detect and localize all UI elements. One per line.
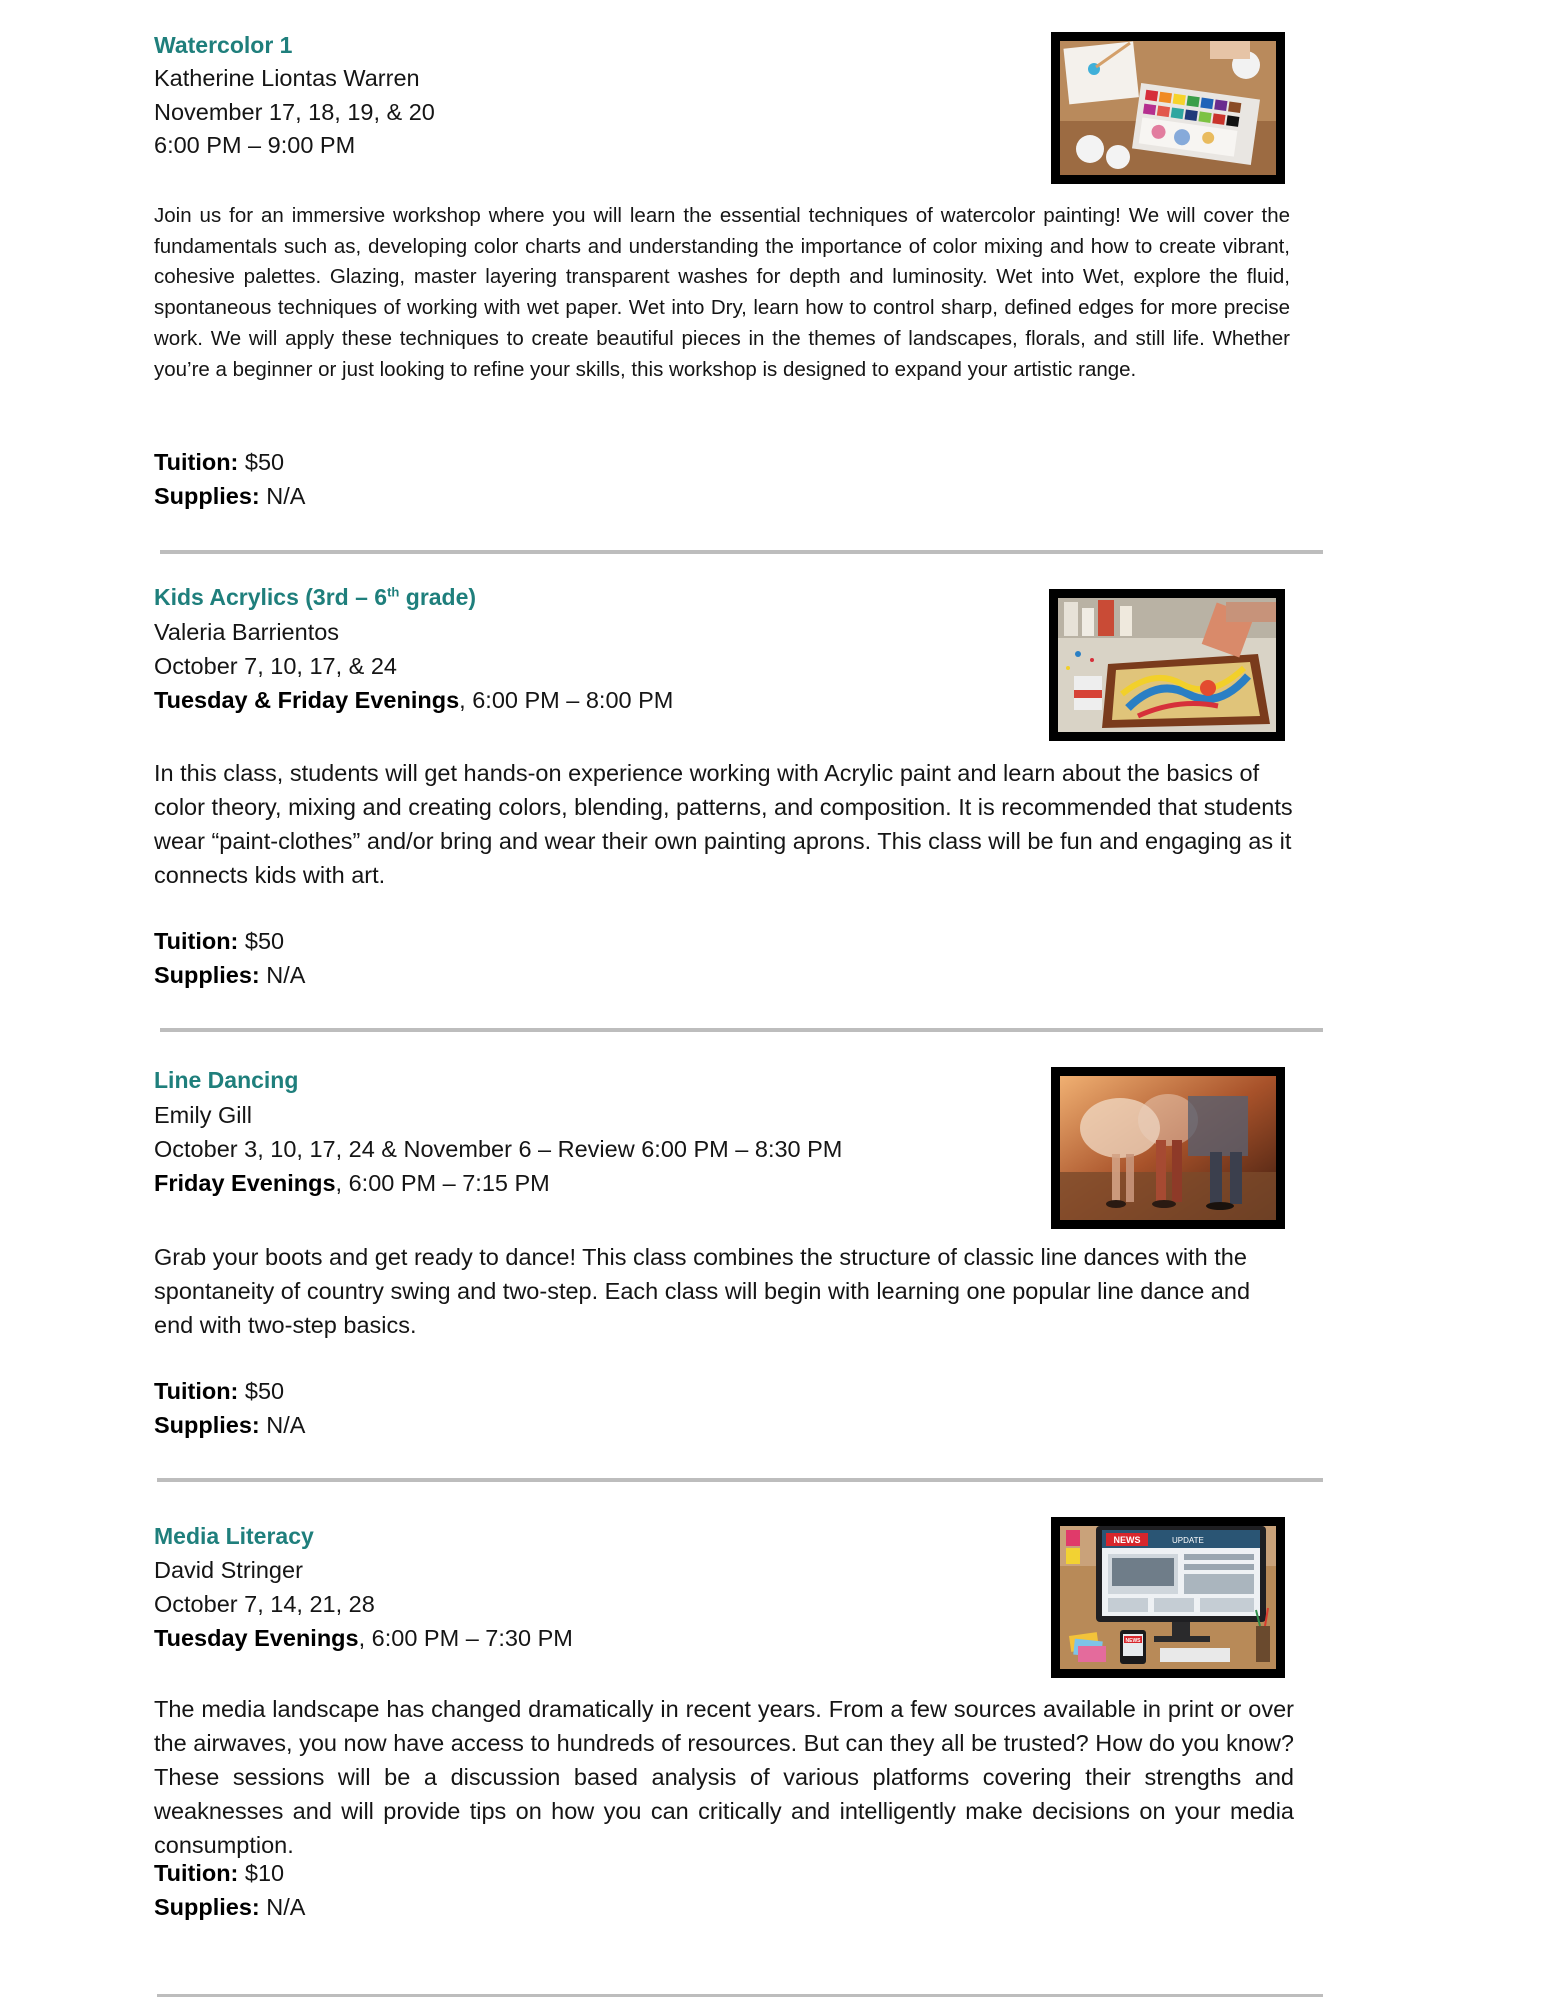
tuition-value: $50 — [244, 928, 285, 954]
tuition-label: Tuition: — [154, 449, 239, 475]
supplies-line — [154, 1412, 305, 1439]
supplies-line — [154, 962, 305, 989]
supplies-value: N/A — [266, 483, 306, 509]
supplies-value: N/A — [266, 1412, 306, 1438]
schedule-days: Friday Evenings — [154, 1170, 336, 1196]
update-banner-text: UPDATE — [1172, 1536, 1204, 1545]
instructor-name: David Stringer — [154, 1557, 303, 1583]
course-dates: October 7, 14, 21, 28 — [154, 1591, 375, 1617]
course-schedule — [154, 1170, 550, 1197]
instructor-name: Katherine Liontas Warren — [154, 65, 420, 91]
tuition-value: $50 — [244, 1378, 285, 1404]
supplies-value: N/A — [266, 1894, 306, 1920]
supplies-value: N/A — [266, 962, 306, 988]
schedule-days: Tuesday & Friday Evenings — [154, 687, 460, 713]
tuition-line — [154, 449, 284, 476]
course-schedule — [154, 687, 673, 714]
phone-news-text: NEWS — [1125, 1638, 1141, 1644]
supplies-label: Supplies: — [154, 1412, 260, 1438]
news-monitor-image — [1060, 1526, 1276, 1669]
watercolor-palette-image — [1060, 41, 1276, 175]
course-dates: October 3, 10, 17, 24 & November 6 – Review 6:00 PM – 8:30 PM — [154, 1136, 843, 1162]
section-divider — [160, 1028, 1323, 1032]
course-dates: November 17, 18, 19, & 20 — [154, 99, 435, 125]
course-title: Watercolor 1 — [154, 32, 293, 58]
section-divider — [157, 1478, 1323, 1482]
course-time: 6:00 PM – 9:00 PM — [154, 132, 356, 158]
tuition-line — [154, 1378, 284, 1405]
course-title-superscript: th — [387, 584, 400, 600]
tuition-value: $10 — [244, 1860, 285, 1886]
course-title: Line Dancing — [154, 1067, 299, 1093]
schedule-days: Tuesday Evenings — [154, 1625, 359, 1651]
tuition-label: Tuition: — [154, 1860, 239, 1886]
schedule-time: , 6:00 PM – 7:30 PM — [358, 1625, 573, 1651]
tuition-label: Tuition: — [154, 928, 239, 954]
course-dates: October 7, 10, 17, & 24 — [154, 653, 397, 679]
course-title — [154, 584, 476, 611]
supplies-line — [154, 483, 305, 510]
acrylic-pour-image — [1058, 598, 1276, 732]
course-schedule — [154, 1625, 573, 1652]
course-title-main: Kids Acrylics (3rd – 6 — [154, 584, 388, 610]
section-divider — [157, 1994, 1323, 1997]
tuition-value: $50 — [244, 449, 285, 475]
course-description: Grab your boots and get ready to dance! This class combines the structure of classic line dances with the spontaneity of country swing and two-step. Each class will begin with learning one popular line dance and end with two-step basics. — [154, 1244, 1251, 1338]
news-banner-text: NEWS — [1113, 1535, 1141, 1545]
section-divider — [160, 550, 1323, 554]
supplies-label: Supplies: — [154, 483, 260, 509]
schedule-time: , 6:00 PM – 7:15 PM — [335, 1170, 550, 1196]
media-photo — [1051, 1517, 1285, 1678]
course-description: Join us for an immersive workshop where you will learn the essential techniques of watercolor painting! We will cover the fundamentals such as, developing color charts and understanding the importance of color mixing and how to create vibrant, cohesive palettes. Glazing, master layering transparent washes for depth and luminosity. Wet into Wet, explore the fluid, spontaneous techniques of working with wet paper. Wet into Dry, learn how to control sharp, defined edges for more precise work. We will apply these techniques to create beautiful pieces in the themes of landscapes, florals, and still life. Whether you’re a beginner or just looking to refine your skills, this workshop is designed to expand your artistic range. — [154, 204, 1290, 381]
instructor-name: Emily Gill — [154, 1102, 252, 1128]
tuition-label: Tuition: — [154, 1378, 239, 1404]
dancers-image — [1060, 1076, 1276, 1220]
course-description: In this class, students will get hands-on experience working with Acrylic paint and learn about the basics of color theory, mixing and creating colors, blending, patterns, and composition. It is recommended that students wear “paint-clothes” and/or bring and wear their own painting aprons. This class will be fun and engaging as it connects kids with art. — [154, 760, 1293, 888]
dance-photo — [1051, 1067, 1285, 1229]
acrylic-photo — [1049, 589, 1285, 741]
course-description: The media landscape has changed dramatically in recent years. From a few sources available in print or over the airwaves, you now have access to hundreds of resources. But can they all be trusted? How do you know? These sessions will be a discussion based analysis of various platforms covering their strengths and weaknesses and will provide tips on how you can critically and intelligently make decisions on your media consumption. — [154, 1696, 1294, 1858]
tuition-line — [154, 928, 284, 955]
supplies-label: Supplies: — [154, 962, 260, 988]
course-title-end: grade) — [399, 584, 477, 610]
schedule-time: , 6:00 PM – 8:00 PM — [459, 687, 674, 713]
supplies-line — [154, 1894, 305, 1921]
course-title: Media Literacy — [154, 1523, 314, 1549]
supplies-label: Supplies: — [154, 1894, 260, 1920]
tuition-line — [154, 1860, 284, 1887]
watercolor-photo — [1051, 32, 1285, 184]
instructor-name: Valeria Barrientos — [154, 619, 340, 645]
